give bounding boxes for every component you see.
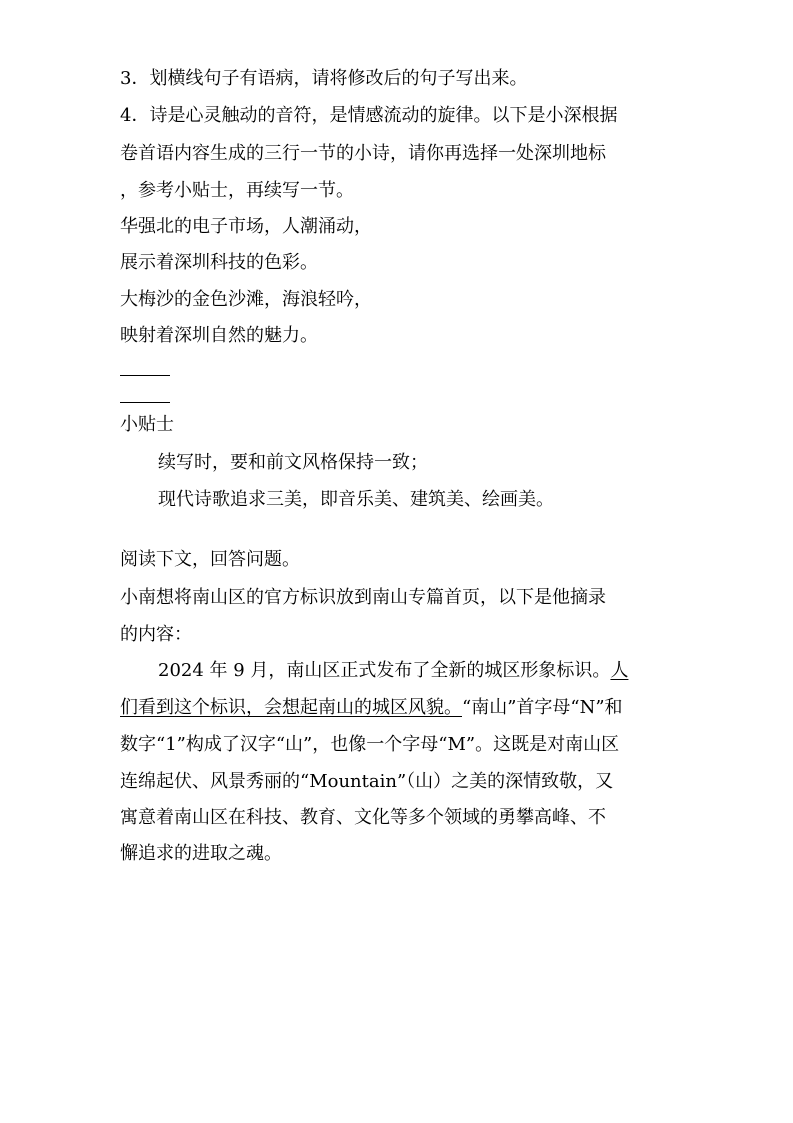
tips-item-2: 现代诗歌追求三美，即音乐美、建筑美、绘画美。 — [158, 489, 554, 510]
passage-line-4: 连绵起伏、风景秀丽的“Mountain”（山）之美的深情致敬，又 — [120, 771, 614, 792]
poem-line-3: 大梅沙的金色沙滩，海浪轻吟， — [120, 289, 372, 310]
passage-text: “南山”首字母“N”和 — [462, 697, 623, 718]
poem-line-2: 展示着深圳科技的色彩。 — [120, 252, 318, 273]
passage-text: 2024 年 9 月，南山区正式发布了全新的城区形象标识。 — [158, 660, 611, 681]
tips-title: 小贴士 — [120, 414, 174, 435]
question-4-line-1: 4．诗是心灵触动的音符，是情感流动的旋律。以下是小深根据 — [120, 105, 618, 126]
poem-line-1: 华强北的电子市场，人潮涌动， — [120, 216, 372, 237]
passage-line-2 — [120, 696, 623, 720]
question-4-line-3: ，参考小贴士，再续写一节。 — [120, 180, 354, 201]
reading-lead-line-1: 小南想将南山区的官方标识放到南山专篇首页，以下是他摘录 — [120, 587, 606, 608]
reading-intro: 阅读下文，回答问题。 — [120, 549, 300, 570]
answer-blank-line-2[interactable] — [120, 402, 170, 403]
passage-line-1 — [158, 659, 628, 683]
poem-line-4: 映射着深圳自然的魅力。 — [120, 325, 318, 346]
passage-line-6: 懈追求的进取之魂。 — [120, 843, 282, 864]
underlined-sentence-start: 人 — [610, 660, 629, 681]
answer-blank-line-1[interactable] — [120, 375, 170, 376]
underlined-sentence: 们看到这个标识，会想起南山的城区风貌。 — [120, 697, 462, 718]
passage-line-5: 寓意着南山区在科技、教育、文化等多个领域的勇攀高峰、不 — [120, 807, 606, 828]
question-3: 3．划横线句子有语病，请将修改后的句子写出来。 — [120, 68, 528, 89]
question-4-line-2: 卷首语内容生成的三行一节的小诗，请你再选择一处深圳地标 — [120, 143, 606, 164]
tips-item-1: 续写时，要和前文风格保持一致； — [158, 452, 428, 473]
reading-lead-line-2: 的内容： — [120, 624, 192, 645]
passage-line-3: 数字“1”构成了汉字“山”，也像一个字母“M”。这既是对南山区 — [120, 734, 620, 755]
